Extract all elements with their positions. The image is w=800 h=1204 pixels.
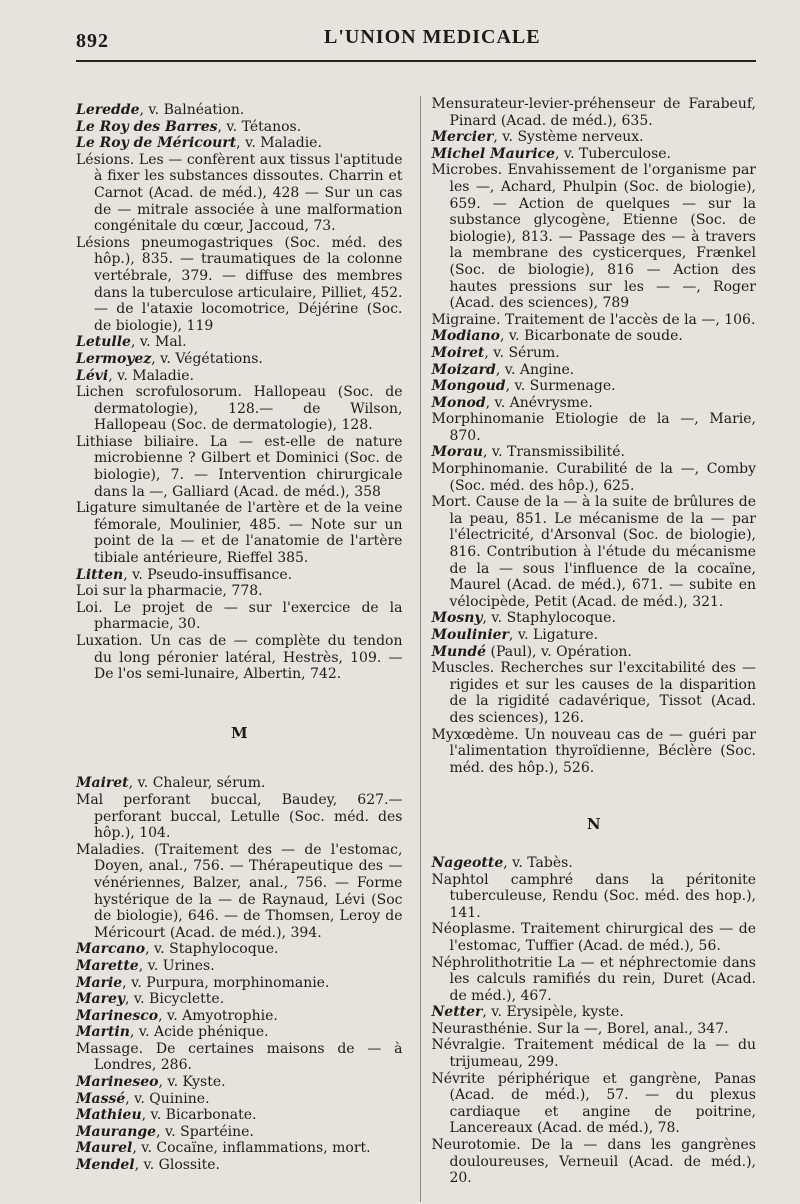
entry-text: Lésions pneumogastriques (Soc. méd. des hôp.), 835. — traumatiques de la colonne vertébrale, 379. — diffuse des membres dans la tuberculose articulaire, Pilliet, 452. — de l'ataxie locomotrice, Déjérine (Soc. de biologie), 119 [76, 234, 403, 334]
entry-author: Marette [76, 957, 139, 974]
index-columns [76, 96, 756, 1202]
section-letter-m: M [230, 723, 248, 742]
index-entry [76, 434, 402, 500]
entry-text: , v. Pseudo-insuffisance. [123, 566, 293, 583]
page-number: 892 [76, 30, 109, 52]
entry-text: Mal perforant buccal, Baudey, 627.— perforant buccal, Letulle (Soc. méd. des hôp.), 104. [76, 791, 403, 842]
index-entry [76, 500, 402, 566]
entry-author: Martin [76, 1024, 130, 1041]
entry-text: , v. Spartéine. [156, 1123, 254, 1140]
entry-text: Naphtol camphré dans la péritonite tuberculeuse, Rendu (Soc. méd. des hop.), 141. [431, 871, 756, 921]
entry-text: , v. Kyste. [158, 1074, 226, 1091]
index-entry [431, 378, 756, 395]
entry-text: Lithiase biliaire. La — est-elle de nature microbienne ? Gilbert et Dominici (Soc. de biologie), 7. — Intervention chirurgicale dans la —, Galliard (Acad. de méd.), 358 [76, 433, 403, 500]
index-entry [431, 644, 756, 661]
entry-text: Maladies. (Traitement des — de l'estomac, Doyen, anal., 756. — Thérapeutique des — vénériennes, Balzer, anal., 756. — Forme hystérique de la — de Raynaud, Lévi (Soc de biologie), 646. — de Thomsen, Leroy de Méricourt (Acad. de méd.), 394. [76, 841, 403, 941]
entry-author: Marinesco [76, 1007, 159, 1024]
right-entries-m [431, 96, 756, 776]
entry-text: Loi. Le projet de — sur l'exercice de la pharmacie, 30. [76, 599, 403, 633]
index-entry [76, 1091, 402, 1108]
entry-author: Mathieu [76, 1107, 142, 1124]
entry-text: , v. Erysipèle, kyste. [482, 1004, 624, 1021]
entry-author: Monod [431, 394, 486, 411]
entry-text: , v. Végétations. [151, 350, 263, 367]
index-entry [76, 567, 402, 584]
left-column [76, 102, 402, 1202]
index-entry [431, 395, 756, 412]
index-entry [76, 1157, 402, 1174]
entry-text: Néphrolithotritie La — et néphrectomie dans les calculs ramifiés du rein, Duret (Acad. de méd.), 467. [431, 954, 756, 1004]
entry-author: Mundé [431, 643, 487, 660]
index-entry [431, 494, 756, 610]
entry-text: , v. Surmenage. [505, 378, 616, 395]
index-entry [76, 1074, 402, 1091]
index-entry [76, 334, 402, 351]
entry-author: Netter [431, 1004, 483, 1021]
entry-text: , v. Transmissibilité. [482, 444, 625, 461]
entry-author: Le Roy de Méricourt [76, 135, 237, 152]
entry-author: Mercier [431, 129, 494, 146]
entry-text: Mensurateur-levier-préhenseur de Farabeuf, Pinard (Acad. de méd.), 635. [431, 96, 756, 129]
entry-text: Muscles. Recherches sur l'excitabilité des — rigides et sur les causes de la disparition de la rigidité cadavérique, Tissot (Acad. des sciences), 126. [431, 660, 756, 726]
index-entry [431, 1071, 756, 1137]
entry-author: Moiret [431, 344, 485, 361]
entry-author: Morau [431, 444, 483, 461]
entry-text: , v. Balnéation. [139, 102, 245, 118]
index-entry [76, 119, 402, 136]
index-entry [431, 345, 756, 362]
index-entry [76, 1124, 402, 1141]
entry-text: Microbes. Envahissement de l'organisme par les —, Achard, Phulpin (Soc. de biologie), 659. — Action de quelques — sur la substance glycogène, Etienne (Soc. de biologie), 813. — Passage des — à travers la membrane des cysticerques, Frænkel (Soc. de biologie), 816 — Action des hautes pressions sur les — —, Roger (Acad. des sciences), 789 [431, 162, 756, 312]
entry-text: Luxation. Un cas de — complète du tendon du long péronier latéral, Hestrès, 109. — De l'os semi-lunaire, Albertin, 742. [76, 633, 403, 683]
index-entry [431, 855, 756, 872]
index-entry [431, 362, 756, 379]
entry-text: Néoplasme. Traitement chirurgical des — de l'estomac, Tuffier (Acad. de méd.), 56. [431, 921, 756, 954]
index-entry [431, 312, 756, 329]
entry-text: Mort. Cause de la — à la suite de brûlures de la peau, 851. Le mécanisme de la — par l'électricité, d'Arsonval (Soc. de biologie), 816. Contribution à l'étude du mécanisme de la — sous l'influence de la cocaïne, Maurel (Acad. de méd.), 671. — subite en vélocipède, Petit (Acad. de méd.), 321. [431, 494, 756, 610]
entry-author: Mairet [76, 775, 129, 792]
index-entry [76, 152, 402, 235]
index-entry [431, 96, 756, 129]
entry-author: Mongoud [431, 378, 506, 395]
index-entry [76, 941, 402, 958]
index-entry [76, 1107, 402, 1124]
index-entry [431, 328, 756, 345]
index-entry [431, 921, 756, 954]
entry-text: Ligature simultanée de l'artère et de la veine fémorale, Moulinier, 485. — Note sur un point de la — et de l'anatomie de l'artère tibiale antérieure, Rieffel 385. [76, 500, 403, 567]
index-entry [431, 1037, 756, 1070]
entry-text: Neurasthénie. Sur la —, Borel, anal., 347. [431, 1020, 729, 1037]
index-entry [76, 235, 402, 335]
entry-text: Névrite périphérique et gangrène, Panas (Acad. de méd.), 57. — du plexus cardiaque et angine de poitrine, Lancereaux (Acad. de méd.), 78. [431, 1070, 756, 1137]
entry-text: , v. Acide phénique. [129, 1024, 269, 1041]
index-entry [76, 135, 402, 152]
entry-author: Le Roy des Barres [76, 118, 218, 135]
index-entry [431, 444, 756, 461]
entry-text: , v. Purpura, morphinomanie. [122, 974, 330, 991]
entry-author: Mendel [76, 1157, 135, 1174]
entry-text: Lésions. Les — confèrent aux tissus l'aptitude à fixer les substances dissoutes. Charrin et Carnot (Acad. de méd.), 428 — Sur un cas de — mitrale associée à une malformation congénitale du cœur, Jaccoud, 73. [76, 151, 403, 235]
index-entry [431, 1004, 756, 1021]
entry-text: , v. Quinine. [125, 1090, 210, 1107]
entry-author: Marie [76, 974, 123, 991]
index-entry [76, 958, 402, 975]
entry-author: Letulle [76, 334, 131, 351]
index-entry [431, 610, 756, 627]
entry-author: Modiano [431, 328, 501, 345]
right-column [420, 96, 756, 1202]
index-entry [431, 727, 756, 777]
left-entries-l [76, 102, 402, 683]
index-entry [431, 129, 756, 146]
entry-text: Lichen scrofulosorum. Hallopeau (Soc. de dermatologie), 128.— de Wilson, Hallopeau (Soc. de dermatologie), 128. [76, 384, 403, 434]
entry-text: Migraine. Traitement de l'accès de la —, 106. [431, 311, 756, 328]
running-title: L'UNION MEDICALE [324, 26, 541, 48]
index-entry [76, 583, 402, 600]
entry-text: , v. Mal. [130, 334, 187, 351]
index-entry [431, 627, 756, 644]
index-entry [431, 411, 756, 444]
entry-author: Litten [76, 566, 124, 583]
index-entry [76, 792, 402, 842]
entry-author: Lévi [76, 367, 109, 384]
entry-author: Moulinier [431, 627, 509, 643]
entry-text: , v. Tétanos. [217, 118, 302, 135]
entry-text: , v. Système nerveux. [493, 129, 644, 146]
index-entry [431, 872, 756, 922]
entry-text: , v. Bicyclette. [125, 991, 225, 1008]
header-rule [76, 60, 756, 62]
entry-text: (Paul), v. Opération. [486, 643, 632, 660]
entry-text: , v. Angine. [495, 361, 575, 378]
entry-text: , v. Ligature. [508, 627, 599, 643]
entry-text: , v. Chaleur, sérum. [128, 775, 266, 792]
entry-text: , v. Anévrysme. [485, 394, 593, 411]
entry-text: , v. Amyotrophie. [158, 1007, 278, 1024]
entry-text: Massage. De certaines maisons de — à Londres, 286. [76, 1040, 403, 1074]
index-entry [431, 1021, 756, 1038]
entry-text: Neurotomie. De la — dans les gangrènes douloureuses, Verneuil (Acad. de méd.), 20. [431, 1137, 756, 1187]
entry-author: Lermoyez [76, 350, 152, 367]
entry-author: Maurange [76, 1123, 157, 1140]
entry-author: Michel Maurice [431, 145, 555, 162]
index-entry [431, 1137, 756, 1187]
entry-text: , v. Staphylocoque. [145, 941, 279, 958]
entry-text: Loi sur la pharmacie, 778. [76, 583, 263, 600]
index-entry [76, 1008, 402, 1025]
entry-author: Moizard [431, 361, 496, 378]
index-entry [76, 384, 402, 434]
index-entry [431, 461, 756, 494]
index-entry [431, 162, 756, 311]
entry-text: , v. Urines. [138, 957, 215, 974]
index-entry [76, 842, 402, 942]
index-entry [431, 955, 756, 1005]
entry-author: Marcano [76, 941, 146, 958]
entry-text: , v. Sérum. [484, 344, 560, 361]
right-entries-n [431, 855, 756, 1187]
entry-text: , v. Tuberculose. [554, 145, 672, 162]
index-entry [76, 368, 402, 385]
entry-text: Myxœdème. Un nouveau cas de — guéri par l'alimentation thyroïdienne, Béclère (Soc. méd. des hôp.), 526. [431, 726, 756, 776]
entry-text: Névralgie. Traitement médical de la — du trijumeau, 299. [431, 1037, 756, 1071]
entry-text: Morphinomanie. Curabilité de la —, Comby (Soc. méd. des hôp.), 625. [431, 461, 756, 494]
entry-text: , v. Glossite. [134, 1157, 220, 1174]
left-entries-m [76, 775, 402, 1173]
entry-author: Marey [76, 991, 125, 1008]
index-entry [431, 146, 756, 163]
entry-text: , v. Cocaïne, inflammations, mort. [132, 1140, 371, 1157]
entry-author: Marineseo [76, 1074, 159, 1091]
index-entry [76, 600, 402, 633]
index-entry [76, 1041, 402, 1074]
entry-author: Maurel [76, 1140, 133, 1157]
entry-text: Morphinomanie Etiologie de la —, Marie, 870. [431, 411, 756, 444]
index-entry [76, 351, 402, 368]
index-entry [76, 991, 402, 1008]
entry-author: Massé [76, 1090, 126, 1107]
index-entry [76, 1024, 402, 1041]
entry-author: Mosny [431, 610, 483, 627]
index-entry [76, 975, 402, 992]
entry-text: , v. Staphylocoque. [482, 610, 616, 627]
entry-text: , v. Maladie. [236, 135, 322, 152]
entry-text: , v. Tabès. [503, 854, 573, 871]
index-entry [76, 775, 402, 792]
entry-text: , v. Maladie. [108, 367, 194, 384]
page-header [76, 22, 756, 64]
index-entry [76, 102, 402, 119]
entry-author: Leredde [76, 102, 140, 118]
entry-author: Nageotte [431, 854, 504, 871]
index-entry [76, 1140, 402, 1157]
index-entry [76, 633, 402, 683]
entry-text: , v. Bicarbonate de soude. [500, 328, 683, 345]
section-letter-n: N [586, 815, 601, 834]
index-entry [431, 660, 756, 726]
entry-text: , v. Bicarbonate. [141, 1107, 257, 1124]
